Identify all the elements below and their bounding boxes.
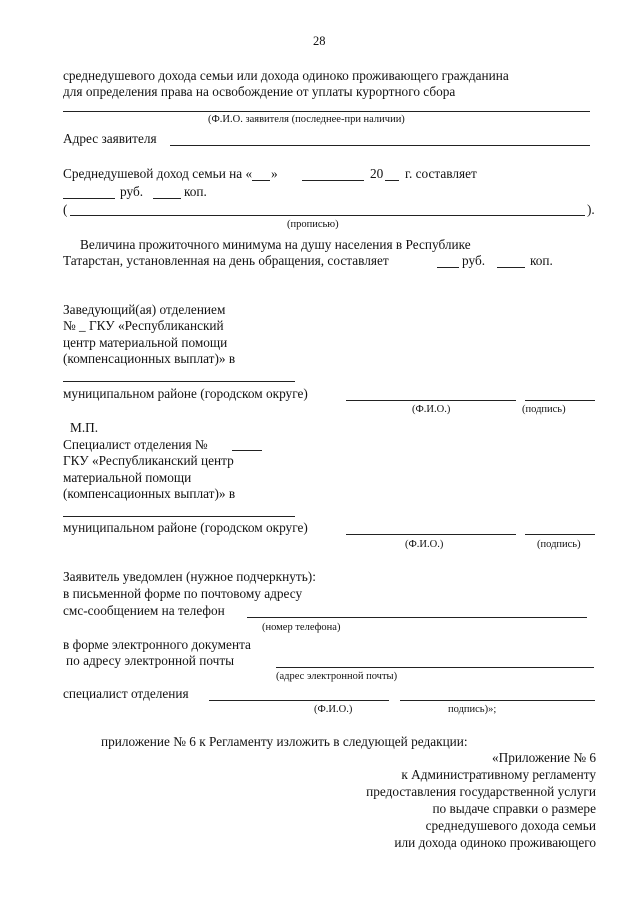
- notify-email-line: [276, 667, 594, 668]
- income-paren-close: ).: [587, 202, 595, 217]
- specialist-line-1: Специалист отделения №: [63, 437, 208, 452]
- income-rub: руб.: [120, 184, 144, 199]
- amendment-text: приложение № 6 к Регламенту изложить в следующей редакции:: [101, 734, 468, 749]
- notify-phone-line: [247, 617, 587, 618]
- address-label: Адрес заявителя: [63, 131, 157, 146]
- appendix-line-6: или дохода одиноко проживающего: [394, 835, 596, 850]
- appendix-line-4: по выдаче справки о размере: [432, 801, 596, 816]
- specialist-district-line: [63, 516, 295, 517]
- head-line-4: (компенсационных выплат)» в: [63, 351, 236, 366]
- notify-line-1: Заявитель уведомлен (нужное подчеркнуть):: [63, 569, 316, 584]
- minimum-line-2: Татарстан, установленная на день обращения, составляет: [63, 253, 389, 268]
- income-rub-line: [63, 198, 115, 199]
- notify-line-4: в форме электронного документа: [63, 637, 251, 652]
- income-words-line: [70, 215, 585, 216]
- page-number: 28: [313, 34, 326, 48]
- head-fio-line: [346, 400, 516, 401]
- specialist-sign-caption: (подпись): [537, 539, 581, 550]
- minimum-kop: коп.: [530, 253, 553, 268]
- head-line-1: Заведующий(ая) отделением: [63, 302, 226, 317]
- notify-line-2: в письменной форме по почтовому адресу: [63, 586, 303, 601]
- intro-line-1: среднедушевого дохода семьи или дохода одиноко проживающего гражданина: [63, 68, 509, 83]
- notify-fio-caption: (Ф.И.О.): [314, 704, 353, 715]
- income-statement: г. составляет: [405, 166, 477, 181]
- specialist-line-5: муниципальном районе (городском округе): [63, 520, 308, 535]
- notify-line-5: по адресу электронной почты: [66, 653, 235, 668]
- specialist-line-4: (компенсационных выплат)» в: [63, 486, 236, 501]
- head-fio-caption: (Ф.И.О.): [412, 404, 451, 415]
- income-paren-open: (: [63, 202, 68, 217]
- address-line: [170, 145, 590, 146]
- income-month-line: [302, 180, 364, 181]
- notify-specialist-label: специалист отделения: [63, 686, 189, 701]
- appendix-line-1: «Приложение № 6: [492, 750, 596, 765]
- notify-sign-line: [400, 700, 595, 701]
- income-label: Среднедушевой доход семьи на «: [63, 166, 253, 181]
- notify-line-3: смс-сообщением на телефон: [63, 603, 225, 618]
- notify-sign-caption: подпись)»;: [448, 704, 497, 715]
- specialist-fio-line: [346, 534, 516, 535]
- income-day-line: [252, 180, 270, 181]
- income-words-caption: (прописью): [287, 219, 339, 230]
- income-kop: коп.: [184, 184, 207, 199]
- head-sign-caption: (подпись): [522, 404, 566, 415]
- minimum-kop-line: [497, 267, 525, 268]
- head-line-2: № _ ГКУ «Республиканский: [63, 318, 224, 333]
- minimum-rub: руб.: [462, 253, 486, 268]
- notify-phone-caption: (номер телефона): [262, 622, 341, 633]
- specialist-fio-caption: (Ф.И.О.): [405, 539, 444, 550]
- applicant-name-caption: (Ф.И.О. заявителя (последнее-при наличии): [208, 114, 405, 125]
- income-kop-line: [153, 198, 181, 199]
- minimum-line-1: Величина прожиточного минимума на душу населения в Республике: [80, 237, 471, 252]
- head-district-line: [63, 381, 295, 382]
- applicant-name-line: [63, 111, 590, 112]
- head-line-5: муниципальном районе (городском округе): [63, 386, 308, 401]
- stamp-label: М.П.: [70, 420, 99, 435]
- specialist-number-line: [232, 450, 262, 451]
- minimum-rub-line: [437, 267, 459, 268]
- specialist-line-3: материальной помощи: [63, 470, 192, 485]
- head-sign-line: [525, 400, 595, 401]
- appendix-line-2: к Административному регламенту: [401, 767, 596, 782]
- income-year-prefix: 20: [370, 166, 384, 181]
- income-quote-close: »: [271, 166, 278, 181]
- specialist-sign-line: [525, 534, 595, 535]
- head-line-3: центр материальной помощи: [63, 335, 228, 350]
- appendix-line-5: среднедушевого дохода семьи: [425, 818, 596, 833]
- income-year-line: [385, 180, 399, 181]
- specialist-line-2: ГКУ «Республиканский центр: [63, 453, 234, 468]
- notify-fio-line: [209, 700, 389, 701]
- appendix-line-3: предоставления государственной услуги: [366, 784, 596, 799]
- notify-email-caption: (адрес электронной почты): [276, 671, 398, 682]
- intro-line-2: для определения права на освобождение от уплаты курортного сбора: [63, 84, 456, 99]
